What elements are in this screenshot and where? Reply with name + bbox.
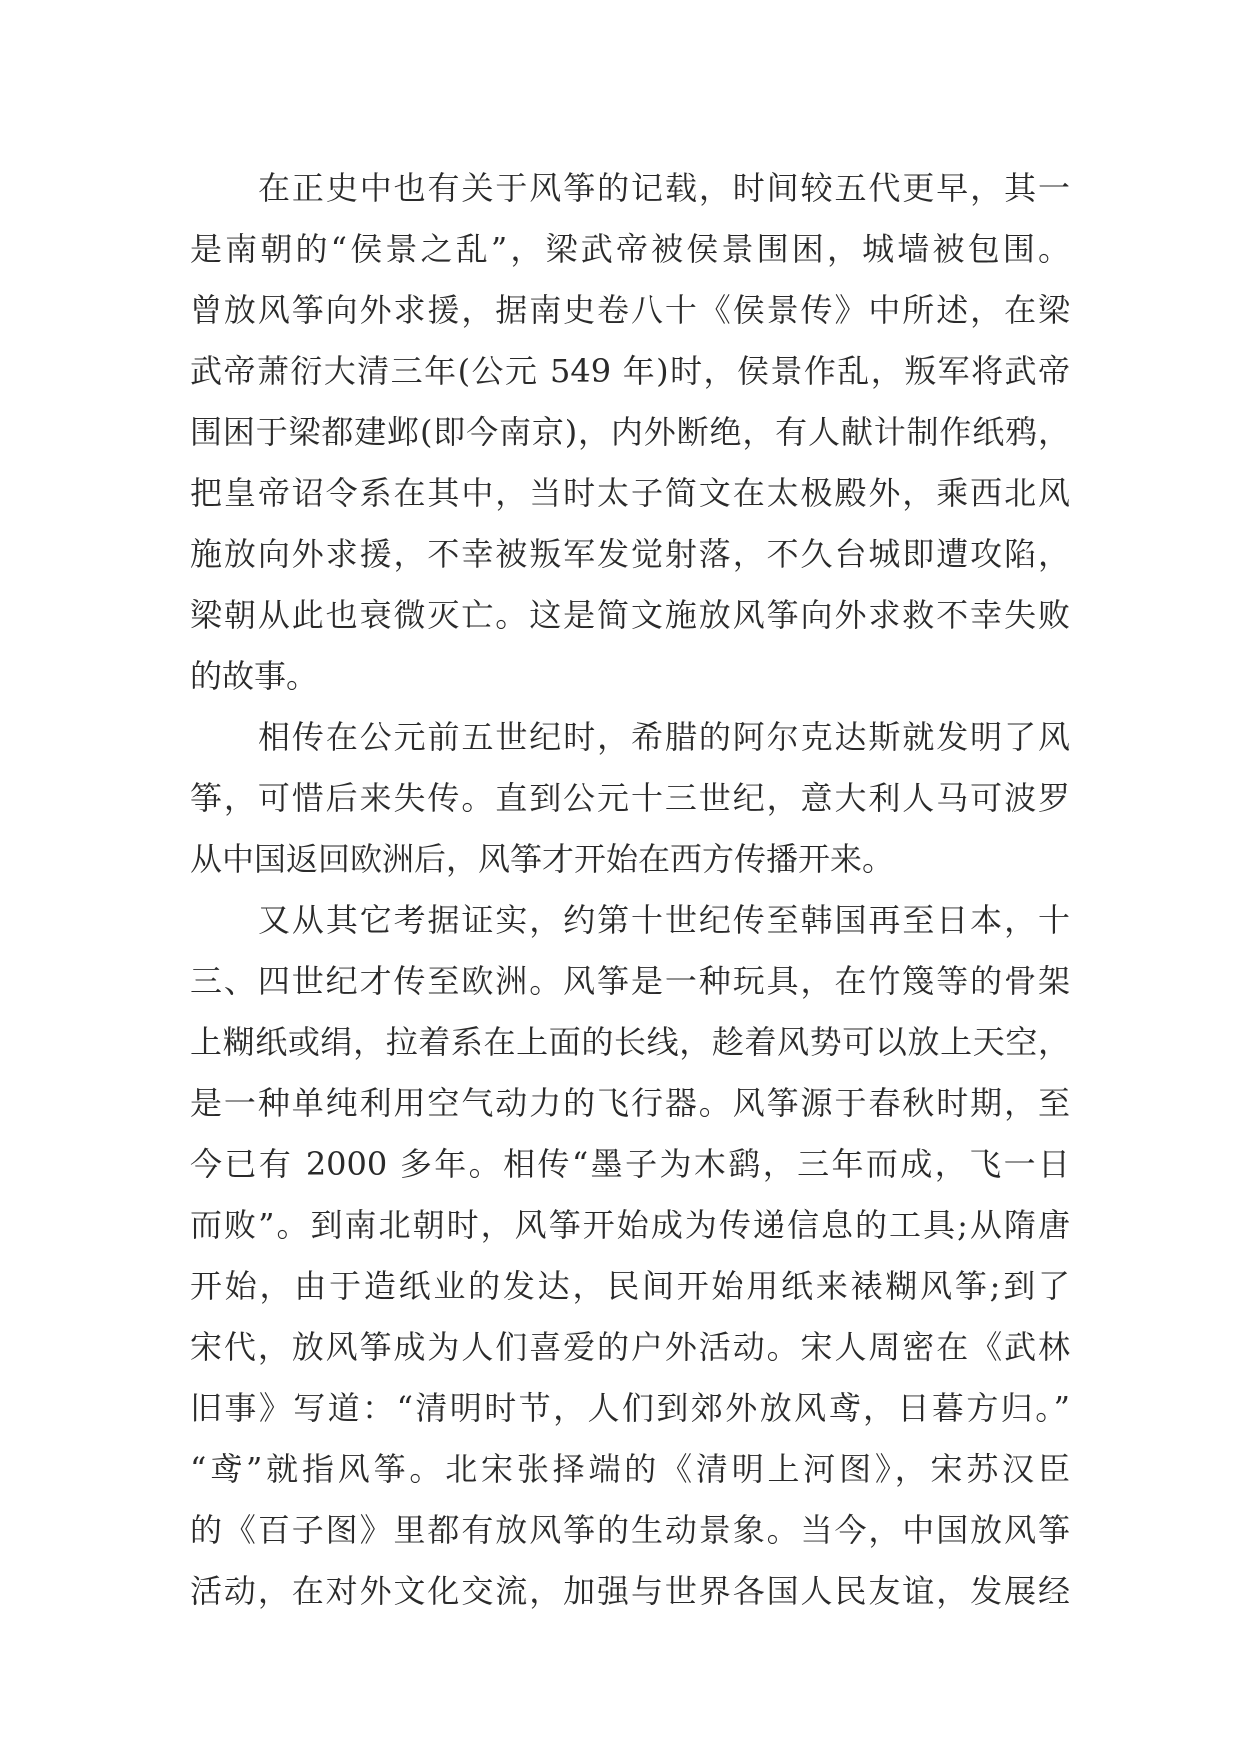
text-line: 相传在公元前五世纪时，希腊的阿尔克达斯就发明了风: [258, 718, 1070, 756]
text-line: 的故事。: [190, 657, 319, 695]
text-line: 开始，由于造纸业的发达，民间开始用纸来裱糊风筝;到了: [190, 1267, 1070, 1305]
paragraph-greece-origin: [190, 707, 1070, 890]
paragraph-liang-dynasty-kite: [190, 158, 1070, 707]
text-line: “鸢”就指风筝。北宋张择端的《清明上河图》，宋苏汉臣: [190, 1450, 1070, 1488]
text-line: 从中国返回欧洲后，风筝才开始在西方传播开来。: [190, 840, 895, 878]
paragraph-kite-history: [190, 890, 1070, 1622]
text-line: 武帝萧衍大清三年(公元 549 年)时，侯景作乱，叛军将武帝: [190, 352, 1070, 390]
text-line: 而败”。到南北朝时，风筝开始成为传递信息的工具;从隋唐: [190, 1206, 1070, 1244]
text-line: 旧事》写道：“清明时节，人们到郊外放风鸢，日暮方归。”: [190, 1389, 1070, 1427]
text-line: 在正史中也有关于风筝的记载，时间较五代更早，其一: [258, 169, 1070, 207]
text-line: 是南朝的“侯景之乱”，梁武帝被侯景围困，城墙被包围。: [190, 230, 1070, 268]
text-line: 围困于梁都建邺(即今南京)，内外断绝，有人献计制作纸鸦，: [190, 413, 1070, 451]
text-line: 是一种单纯利用空气动力的飞行器。风筝源于春秋时期，至: [190, 1084, 1070, 1122]
text-line: 梁朝从此也衰微灭亡。这是简文施放风筝向外求救不幸失败: [190, 596, 1070, 634]
text-line: 施放向外求援，不幸被叛军发觉射落，不久台城即遭攻陷，: [190, 535, 1070, 573]
text-line: 宋代，放风筝成为人们喜爱的户外活动。宋人周密在《武林: [190, 1328, 1070, 1366]
document-body: [190, 158, 1070, 1622]
text-line: 今已有 2000 多年。相传“墨子为木鹞，三年而成，飞一日: [190, 1145, 1070, 1183]
text-line: 筝，可惜后来失传。直到公元十三世纪，意大利人马可波罗: [190, 779, 1070, 817]
text-line: 把皇帝诏令系在其中，当时太子简文在太极殿外，乘西北风: [190, 474, 1070, 512]
text-line: 曾放风筝向外求援，据南史卷八十《侯景传》中所述，在梁: [190, 291, 1070, 329]
text-line: 的《百子图》里都有放风筝的生动景象。当今，中国放风筝: [190, 1511, 1070, 1549]
text-line: 又从其它考据证实，约第十世纪传至韩国再至日本，十: [258, 901, 1070, 939]
text-line: 三、四世纪才传至欧洲。风筝是一种玩具，在竹篾等的骨架: [190, 962, 1070, 1000]
text-line: 上糊纸或绢，拉着系在上面的长线，趁着风势可以放上天空，: [190, 1023, 1070, 1061]
text-line: 活动，在对外文化交流，加强与世界各国人民友谊，发展经: [190, 1572, 1070, 1610]
